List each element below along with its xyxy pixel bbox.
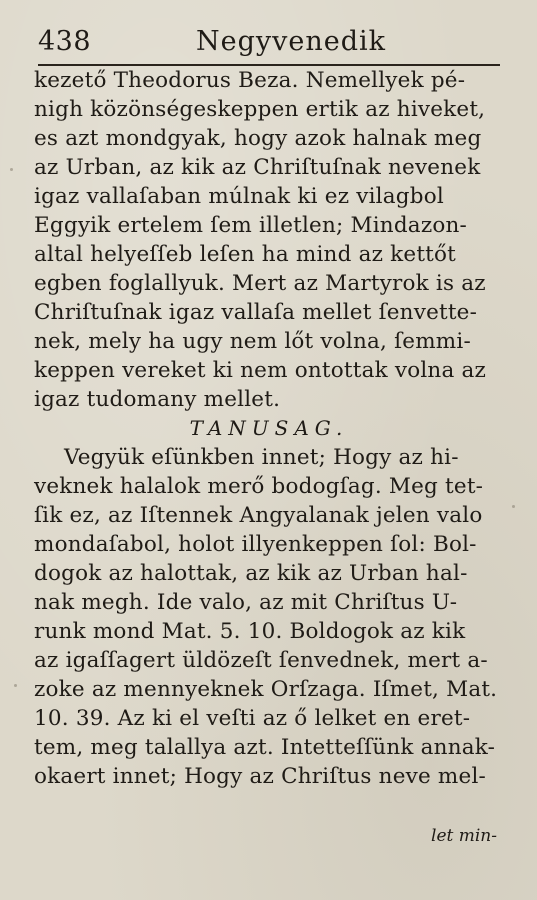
text-line: zoke az mennyeknek Orſzaga. Iſmet, Mat. [34, 677, 498, 702]
text-line: Eggyik ertelem ſem illetlen; Mindazon- [34, 213, 468, 238]
text-line: igaz vallaſaban múlnak ki ez vilagbol [34, 184, 444, 209]
page-header [38, 24, 500, 64]
catchword: let min- [431, 826, 497, 846]
paper-speck [10, 168, 13, 171]
running-head: Negyvenedik [196, 26, 387, 57]
page-number: 438 [38, 26, 92, 57]
text-line: 10. 39. Az ki el veſti az ő lelket en eret- [34, 706, 471, 731]
text-line: mondaſabol, holot illyenkeppen ſol: Bol- [34, 532, 477, 557]
text-line: nigh közönségeskeppen ertik az hiveket, [34, 97, 486, 122]
text-line: az igaſſagert üldözeſt ſenvednek, mert a- [34, 648, 488, 673]
body-text [34, 66, 504, 791]
text-line: es azt mondgyak, hogy azok halnak meg [34, 126, 482, 151]
text-line: dogok az halottak, az kik az Urban hal- [34, 561, 468, 586]
text-line: ſik ez, az Iſtennek Angyalanak jelen valo [34, 503, 483, 528]
paper-speck [14, 684, 17, 687]
text-line: altal helyeſſeb leſen ha mind az kettőt [34, 242, 456, 267]
text-line: nek, mely ha ugy nem lőt volna, ſemmi- [34, 329, 471, 354]
text-line: veknek halalok merő bodogſag. Meg tet- [34, 474, 484, 499]
text-line: okaert innet; Hogy az Chriſtus neve mel- [34, 764, 486, 789]
text-line: egben foglallyuk. Mert az Martyrok is az [34, 271, 486, 296]
section-heading: TANUSAG. [189, 416, 349, 440]
text-line: az Urban, az kik az Chriſtuſnak nevenek [34, 155, 481, 180]
text-line: tem, meg talallya azt. Intetteſſünk annak- [34, 735, 496, 760]
paper-speck [512, 505, 515, 508]
text-line: Chriſtuſnak igaz vallaſa mellet ſenvette- [34, 300, 478, 325]
text-line: igaz tudomany mellet. [34, 387, 281, 412]
text-line: runk mond Mat. 5. 10. Boldogok az kik [34, 619, 466, 644]
text-line: kezető Theodorus Beza. Nemellyek pé- [34, 68, 466, 93]
text-line: keppen vereket ki nem ontottak volna az [34, 358, 487, 383]
text-line: nak megh. Ide valo, az mit Chriſtus U- [34, 590, 458, 615]
text-line: Vegyük eſünkben innet; Hogy az hi- [64, 445, 459, 470]
